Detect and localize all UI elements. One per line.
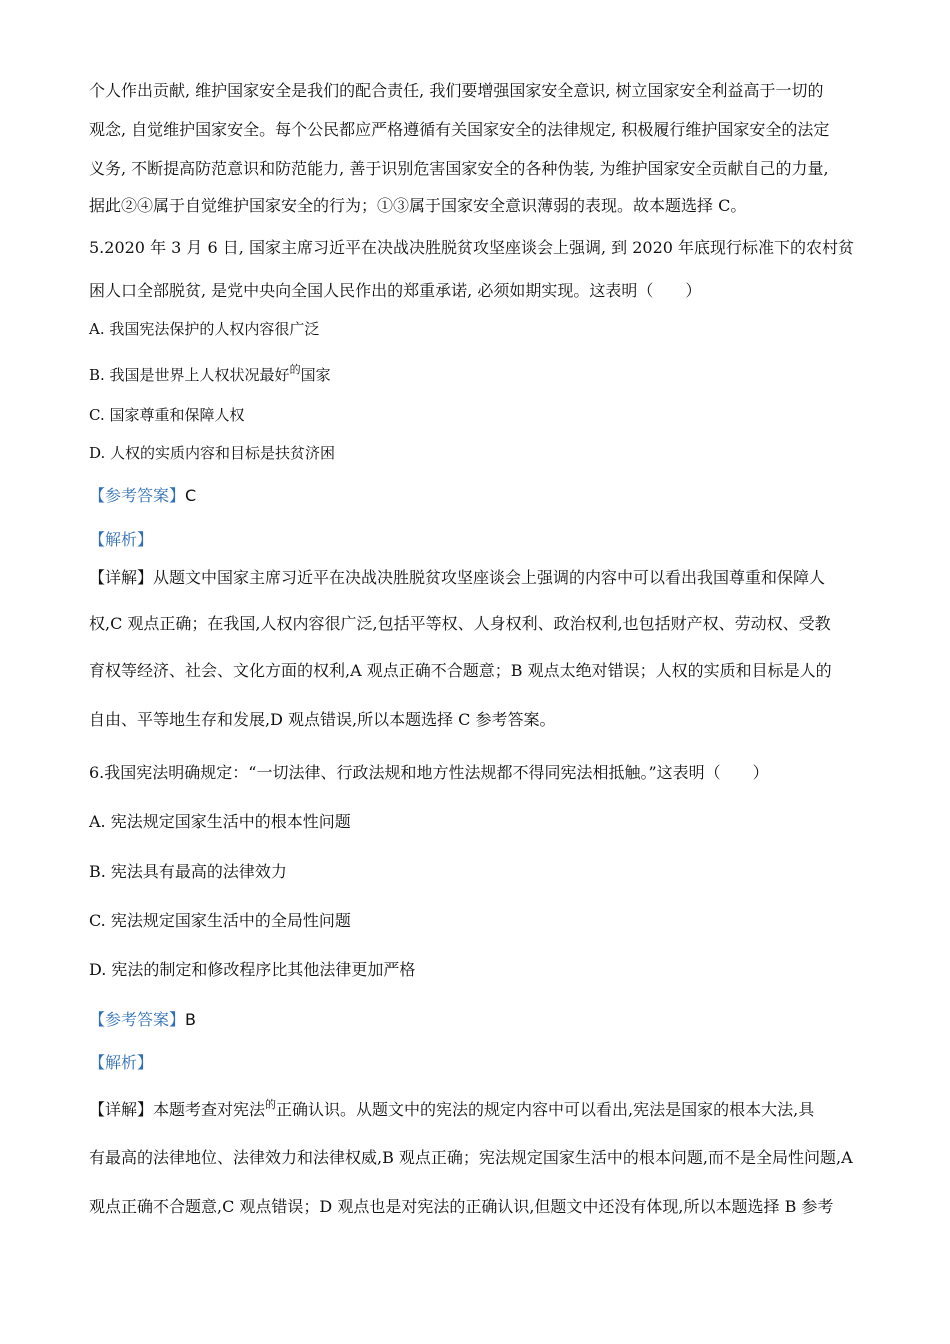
q5-answer [89,486,196,506]
q6-option-b: B. 宪法具有最高的法律效力 [89,862,287,881]
q5-option-b-text-end: 国家 [300,366,331,384]
q6-detail-line-1 [89,1100,814,1122]
q5-detail-label: 【详解】 [89,568,154,587]
q5-option-b-text: B. 我国是世界上人权状况最好 [89,366,290,384]
q6-detail-line-3: 观点正确不合题意,C 观点错误；D 观点也是对宪法的正确认识,但题文中还没有体现,所以本题选择 B 参考 [89,1197,834,1216]
q6-option-c: C. 宪法规定国家生活中的全局性问题 [89,911,351,930]
intro-line-3: 义务, 不断提高防范意识和防范能力, 善于识别危害国家安全的各种伪装, 为维护国家安全贡献自己的力量, [89,159,829,178]
q5-answer-value: C [185,486,197,505]
q5-detail-line-3: 育权等经济、社会、文化方面的权利,A 观点正确不合题意；B 观点太绝对错误；人权的实质和目标是人的 [89,661,832,680]
q5-analysis-label: 【解析】 [89,530,154,549]
q6-answer-label: 【参考答案】 [89,1010,186,1029]
q5-answer-label: 【参考答案】 [89,486,186,505]
q5-option-d: D. 人权的实质内容和目标是扶贫济困 [89,444,336,462]
q6-stem: 6.我国宪法明确规定：“一切法律、行政法规和地方性法规都不得同宪法相抵触。”这表明（ ） [89,763,769,782]
q5-option-b [89,365,331,387]
q6-answer-value: B [185,1010,196,1029]
q6-option-a: A. 宪法规定国家生活中的根本性问题 [89,812,351,831]
q5-detail-text-1: 从题文中国家主席习近平在决战决胜脱贫攻坚座谈会上强调的内容中可以看出我国尊重和保障人 [153,568,826,587]
q5-option-a: A. 我国宪法保护的人权内容很广泛 [89,320,320,338]
q6-answer [89,1010,196,1030]
q5-detail-line-1 [89,568,825,588]
q6-detail-text-pre: 本题考查对宪法 [153,1100,266,1119]
q6-option-d: D. 宪法的制定和修改程序比其他法律更加严格 [89,960,416,979]
q5-option-c: C. 国家尊重和保障人权 [89,406,245,424]
intro-line-2: 观念, 自觉维护国家安全。每个公民都应严格遵循有关国家安全的法律规定, 积极履行维护国家安全的法定 [89,120,830,139]
q5-detail-line-2: 权,C 观点正确；在我国,人权内容很广泛,包括平等权、人身权利、政治权利,也包括财产权、劳动权、受教 [89,614,831,633]
q6-detail-superscript: 的 [265,1098,277,1111]
q6-detail-line-2: 有最高的法律地位、法律效力和法律权威,B 观点正确；宪法规定国家生活中的根本问题,而不是全局性问题,A [89,1148,853,1167]
q5-detail-line-4: 自由、平等地生存和发展,D 观点错误,所以本题选择 C 参考答案。 [89,710,556,729]
q5-option-b-superscript: 的 [289,363,301,376]
intro-line-1: 个人作出贡献, 维护国家安全是我们的配合责任, 我们要增强国家安全意识, 树立国家安全利益高于一切的 [89,81,824,100]
q6-detail-label: 【详解】 [89,1100,154,1119]
q6-analysis-label: 【解析】 [89,1053,154,1072]
intro-line-4: 据此②④属于自觉维护国家安全的行为；①③属于国家安全意识薄弱的表现。故本题选择 C。 [89,196,747,215]
q6-detail-text-post: 正确认识。从题文中的宪法的规定内容中可以看出,宪法是国家的根本大法,具 [276,1100,815,1119]
q5-stem-line-2: 困人口全部脱贫, 是党中央向全国人民作出的郑重承诺, 必须如期实现。这表明（ ） [89,281,702,300]
q5-stem-line-1: 5.2020 年 3 月 6 日, 国家主席习近平在决战决胜脱贫攻坚座谈会上强调, 到 2020 年底现行标准下的农村贫 [89,238,855,257]
